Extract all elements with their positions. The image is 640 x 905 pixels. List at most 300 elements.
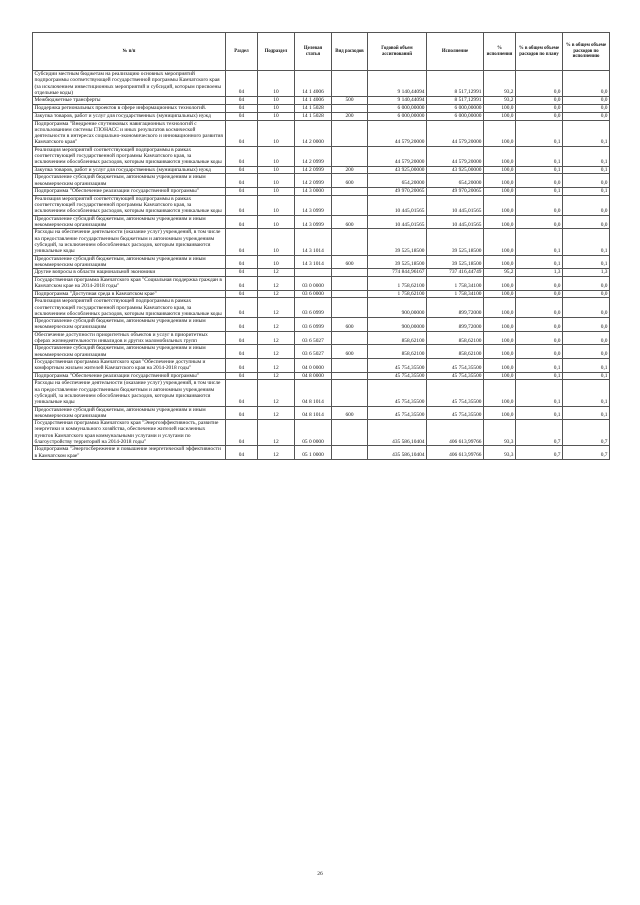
- row-execution-percent: 100,0: [484, 188, 516, 196]
- row-target-article: 04 8 1014: [295, 380, 332, 406]
- row-share-execution: 0,1: [563, 406, 610, 420]
- row-share-execution: 0,0: [563, 97, 610, 105]
- row-target-article: 03 0 0000: [295, 276, 332, 290]
- row-share-plan: 0,0: [516, 71, 563, 97]
- row-target-article: 14 2 0000: [295, 120, 332, 146]
- row-execution-percent: 93,3: [484, 420, 516, 446]
- row-podrazdel: 10: [258, 166, 295, 174]
- row-razdel: 04: [226, 166, 258, 174]
- page-number: 26: [317, 871, 323, 877]
- table-row: [33, 420, 610, 446]
- row-target-article: 04 0 0000: [295, 358, 332, 372]
- row-annual-plan: 45 754,35500: [368, 372, 427, 380]
- row-expense-type: [332, 372, 368, 380]
- row-share-execution: 0,7: [563, 446, 610, 460]
- row-name: Обеспечение доступности приоритетных объектов и услуг в приоритетных сферах жизнедеятельности инвалидов и других маломобильных групп: [33, 331, 226, 345]
- row-annual-plan: 9 140,44094: [368, 71, 427, 97]
- table-row: [33, 276, 610, 290]
- row-razdel: 04: [226, 120, 258, 146]
- row-podrazdel: 12: [258, 331, 295, 345]
- row-execution: 39 525,18500: [427, 255, 484, 269]
- row-podrazdel: 10: [258, 255, 295, 269]
- col-header-share-plan: % в общем объеме расходов по плану: [516, 33, 563, 71]
- table-row: [33, 174, 610, 188]
- row-expense-type: 600: [332, 215, 368, 229]
- row-razdel: 04: [226, 331, 258, 345]
- row-share-execution: 0,0: [563, 290, 610, 298]
- col-header-annual-plan: Годовой объем ассигнований: [368, 33, 427, 71]
- row-execution-percent: 100,0: [484, 215, 516, 229]
- row-share-execution: 0,0: [563, 112, 610, 120]
- row-razdel: 04: [226, 290, 258, 298]
- row-annual-plan: 43 925,00000: [368, 166, 427, 174]
- row-name: Реализация мероприятий соответствующей подпрограммы в рамках соответствующей государственной программы Камчатского края, за исключением обособленных расходов, которым присваиваются уникальные коды: [33, 298, 226, 318]
- row-execution-percent: 100,0: [484, 290, 516, 298]
- row-execution: 406 613,99766: [427, 446, 484, 460]
- table-row: [33, 104, 610, 112]
- row-name: Государственная программа Камчатского края "Энергоэффективность, развитие энергетики и коммунального хозяйства, обеспечение жителей населенных пунктов Камчатского края коммунальными услугами и услугами по благоустройству территорий на 2014-2018 годы": [33, 420, 226, 446]
- row-execution: 8 517,12991: [427, 71, 484, 97]
- row-annual-plan: 39 525,18500: [368, 255, 427, 269]
- row-share-plan: 0,0: [516, 276, 563, 290]
- row-execution: 899,72000: [427, 298, 484, 318]
- row-target-article: 14 3 1014: [295, 255, 332, 269]
- row-target-article: 03 6 5027: [295, 345, 332, 359]
- row-share-plan: 0,0: [516, 104, 563, 112]
- table-row: [33, 318, 610, 332]
- row-share-execution: 0,1: [563, 166, 610, 174]
- row-razdel: 04: [226, 195, 258, 215]
- row-expense-type: [332, 446, 368, 460]
- row-execution-percent: 100,0: [484, 229, 516, 255]
- row-razdel: 04: [226, 372, 258, 380]
- row-podrazdel: 12: [258, 358, 295, 372]
- row-annual-plan: 10 445,01565: [368, 195, 427, 215]
- row-execution: 858,62100: [427, 345, 484, 359]
- row-name: Предоставление субсидий бюджетным, автономным учреждениям и иным некоммерческим организациям: [33, 255, 226, 269]
- row-name: Предоставление субсидий бюджетным, автономным учреждениям и иным некоммерческим организациям: [33, 174, 226, 188]
- row-share-execution: 1,3: [563, 269, 610, 277]
- row-target-article: 03 6 0999: [295, 318, 332, 332]
- row-execution-percent: 100,0: [484, 166, 516, 174]
- row-expense-type: 600: [332, 406, 368, 420]
- row-expense-type: 200: [332, 112, 368, 120]
- row-annual-plan: 6 000,00000: [368, 104, 427, 112]
- row-name: Подпрограмма "Энергосбережение и повышение энергетической эффективности в Камчатском крае": [33, 446, 226, 460]
- row-share-plan: 0,1: [516, 229, 563, 255]
- row-podrazdel: 10: [258, 174, 295, 188]
- row-podrazdel: 10: [258, 97, 295, 105]
- row-execution: 45 754,35500: [427, 372, 484, 380]
- row-execution-percent: 100,0: [484, 331, 516, 345]
- row-execution: 406 613,99766: [427, 420, 484, 446]
- row-name: Расходы на обеспечение деятельности (оказание услуг) учреждений, в том числе на предоставление государственным бюджетным и автономным учреждениям субсидий, за исключением обособленных расходов, которым присваиваются уникальные коды: [33, 380, 226, 406]
- row-expense-type: [332, 380, 368, 406]
- row-name: Поддержка региональных проектов в сфере информационных технологий.: [33, 104, 226, 112]
- row-execution: 10 445,01565: [427, 215, 484, 229]
- row-razdel: 04: [226, 318, 258, 332]
- row-name: Подпрограмма "Обеспечение реализации государственной программы": [33, 188, 226, 196]
- row-share-execution: 0,1: [563, 380, 610, 406]
- row-execution-percent: 100,0: [484, 372, 516, 380]
- row-share-plan: 0,7: [516, 446, 563, 460]
- row-target-article: 14 1 5028: [295, 112, 332, 120]
- col-header-razdel: Раздел: [226, 33, 258, 71]
- row-execution-percent: 100,0: [484, 345, 516, 359]
- row-share-execution: 0,1: [563, 188, 610, 196]
- row-name: Закупка товаров, работ и услуг для государственных (муниципальных) нужд: [33, 166, 226, 174]
- row-share-plan: 0,0: [516, 174, 563, 188]
- row-share-plan: 0,1: [516, 188, 563, 196]
- row-name: Предоставление субсидий бюджетным, автономным учреждениям и иным некоммерческим организациям: [33, 215, 226, 229]
- table-row: [33, 345, 610, 359]
- row-expense-type: 600: [332, 345, 368, 359]
- row-expense-type: [332, 71, 368, 97]
- row-execution-percent: 100,0: [484, 195, 516, 215]
- row-target-article: 03 6 0999: [295, 298, 332, 318]
- row-annual-plan: 10 445,01565: [368, 215, 427, 229]
- row-razdel: 04: [226, 174, 258, 188]
- row-expense-type: [332, 195, 368, 215]
- row-expense-type: [332, 276, 368, 290]
- row-razdel: 04: [226, 255, 258, 269]
- row-target-article: 14 3 1014: [295, 229, 332, 255]
- row-name: Предоставление субсидий бюджетным, автономным учреждениям и иным некоммерческим организациям: [33, 318, 226, 332]
- table-row: [33, 446, 610, 460]
- table-row: [33, 372, 610, 380]
- budget-table: [32, 32, 610, 460]
- row-podrazdel: 10: [258, 146, 295, 166]
- row-podrazdel: 12: [258, 446, 295, 460]
- table-row: [33, 97, 610, 105]
- row-annual-plan: 900,00000: [368, 318, 427, 332]
- row-share-execution: 0,0: [563, 298, 610, 318]
- row-target-article: 14 2 0999: [295, 166, 332, 174]
- row-target-article: 14 2 0999: [295, 174, 332, 188]
- table-row: [33, 215, 610, 229]
- row-execution-percent: 100,0: [484, 380, 516, 406]
- row-name: Закупка товаров, работ и услуг для государственных (муниципальных) нужд: [33, 112, 226, 120]
- row-execution: 44 579,20000: [427, 120, 484, 146]
- row-share-execution: 0,0: [563, 331, 610, 345]
- row-name: Подпрограмма "Обеспечение реализации государственной программы": [33, 372, 226, 380]
- row-podrazdel: 10: [258, 195, 295, 215]
- row-share-plan: 0,1: [516, 372, 563, 380]
- row-annual-plan: 44 579,20000: [368, 146, 427, 166]
- row-annual-plan: 45 754,35500: [368, 380, 427, 406]
- row-annual-plan: 858,62100: [368, 345, 427, 359]
- row-share-plan: 0,7: [516, 420, 563, 446]
- row-share-plan: 0,0: [516, 215, 563, 229]
- row-execution: 39 525,18500: [427, 229, 484, 255]
- row-annual-plan: 654,20000: [368, 174, 427, 188]
- row-share-execution: 0,7: [563, 420, 610, 446]
- row-share-plan: 0,0: [516, 331, 563, 345]
- row-execution: 737 416,44749: [427, 269, 484, 277]
- row-target-article: 14 3 0999: [295, 195, 332, 215]
- row-share-execution: 0,0: [563, 318, 610, 332]
- row-name: Субсидии местным бюджетам на реализацию основных мероприятий подпрограммы соответствующей государственной программы Камчатского края (за исключением инвестиционных мероприятий и субсидий, которым присвоены отдельные коды): [33, 71, 226, 97]
- row-share-execution: 0,1: [563, 146, 610, 166]
- row-expense-type: [332, 298, 368, 318]
- row-execution: 45 754,35500: [427, 380, 484, 406]
- row-expense-type: [332, 290, 368, 298]
- row-target-article: 14 1 5028: [295, 104, 332, 112]
- row-podrazdel: 12: [258, 298, 295, 318]
- row-execution: 10 445,01565: [427, 195, 484, 215]
- table-row: [33, 406, 610, 420]
- row-razdel: 04: [226, 446, 258, 460]
- row-share-execution: 0,1: [563, 255, 610, 269]
- row-target-article: 05 1 0000: [295, 446, 332, 460]
- col-header-execution: Исполнение: [427, 33, 484, 71]
- row-name: Межбюджетные трансферты: [33, 97, 226, 105]
- row-execution-percent: 93,2: [484, 97, 516, 105]
- row-execution: 654,20000: [427, 174, 484, 188]
- table-row: [33, 298, 610, 318]
- row-target-article: 14 1 4006: [295, 97, 332, 105]
- row-target-article: 03 6 0000: [295, 290, 332, 298]
- row-razdel: 04: [226, 229, 258, 255]
- row-expense-type: 600: [332, 255, 368, 269]
- row-expense-type: 200: [332, 166, 368, 174]
- row-podrazdel: 10: [258, 104, 295, 112]
- row-razdel: 04: [226, 298, 258, 318]
- row-razdel: 04: [226, 215, 258, 229]
- row-execution-percent: 93,2: [484, 71, 516, 97]
- row-execution: 6 000,00000: [427, 112, 484, 120]
- row-execution-percent: 100,0: [484, 276, 516, 290]
- row-share-plan: 0,0: [516, 318, 563, 332]
- row-expense-type: [332, 104, 368, 112]
- row-razdel: 04: [226, 420, 258, 446]
- row-razdel: 04: [226, 97, 258, 105]
- row-share-execution: 0,1: [563, 120, 610, 146]
- row-execution: 899,72000: [427, 318, 484, 332]
- row-execution-percent: 100,0: [484, 318, 516, 332]
- row-share-plan: 0,1: [516, 146, 563, 166]
- row-target-article: 14 1 4006: [295, 71, 332, 97]
- table-row: [33, 71, 610, 97]
- row-share-plan: 0,0: [516, 290, 563, 298]
- row-name: Другие вопросы в области национальной экономики: [33, 269, 226, 277]
- row-target-article: 05 0 0000: [295, 420, 332, 446]
- row-share-execution: 0,0: [563, 345, 610, 359]
- row-target-article: 14 3 0000: [295, 188, 332, 196]
- row-execution-percent: 100,0: [484, 104, 516, 112]
- row-target-article: 04 8 0000: [295, 372, 332, 380]
- table-row: [33, 290, 610, 298]
- row-share-plan: 0,0: [516, 345, 563, 359]
- row-razdel: 04: [226, 112, 258, 120]
- row-share-execution: 0,0: [563, 195, 610, 215]
- col-header-execution-percent: % исполнения: [484, 33, 516, 71]
- row-podrazdel: 12: [258, 269, 295, 277]
- table-row: [33, 358, 610, 372]
- row-annual-plan: 9 140,44094: [368, 97, 427, 105]
- row-execution: 45 754,35500: [427, 358, 484, 372]
- row-expense-type: 500: [332, 97, 368, 105]
- table-header-row: [33, 33, 610, 71]
- row-podrazdel: 10: [258, 112, 295, 120]
- row-execution-percent: 100,0: [484, 112, 516, 120]
- row-podrazdel: 10: [258, 71, 295, 97]
- row-podrazdel: 12: [258, 290, 295, 298]
- row-execution-percent: 100,0: [484, 255, 516, 269]
- row-name: Реализация мероприятий соответствующей подпрограммы в рамках соответствующей государственной программы Камчатского края, за исключением обособленных расходов, которым присваиваются уникальные коды: [33, 146, 226, 166]
- row-expense-type: [332, 229, 368, 255]
- row-podrazdel: 12: [258, 406, 295, 420]
- row-execution-percent: 93,3: [484, 446, 516, 460]
- row-name: Предоставление субсидий бюджетным, автономным учреждениям и иным некоммерческим организациям: [33, 345, 226, 359]
- row-name: Реализация мероприятий соответствующей подпрограммы в рамках соответствующей государственной программы Камчатского края, за исключением обособленных расходов, которым присваиваются уникальные коды: [33, 195, 226, 215]
- row-razdel: 04: [226, 380, 258, 406]
- row-razdel: 04: [226, 358, 258, 372]
- row-execution: 6 000,00000: [427, 104, 484, 112]
- row-expense-type: [332, 420, 368, 446]
- row-share-plan: 1,3: [516, 269, 563, 277]
- row-execution: 858,62100: [427, 331, 484, 345]
- row-razdel: 04: [226, 146, 258, 166]
- row-annual-plan: 435 586,10404: [368, 420, 427, 446]
- row-annual-plan: 45 754,35500: [368, 358, 427, 372]
- row-expense-type: [332, 120, 368, 146]
- row-target-article: 14 2 0999: [295, 146, 332, 166]
- row-share-execution: 0,1: [563, 229, 610, 255]
- row-expense-type: [332, 331, 368, 345]
- table-row: [33, 195, 610, 215]
- row-execution: 44 579,20000: [427, 146, 484, 166]
- row-razdel: 04: [226, 104, 258, 112]
- table-row: [33, 380, 610, 406]
- row-execution-percent: 100,0: [484, 406, 516, 420]
- table-row: [33, 112, 610, 120]
- row-podrazdel: 12: [258, 318, 295, 332]
- row-share-plan: 0,1: [516, 358, 563, 372]
- row-share-execution: 0,0: [563, 174, 610, 188]
- row-share-execution: 0,0: [563, 215, 610, 229]
- row-annual-plan: 39 525,18500: [368, 229, 427, 255]
- row-expense-type: 600: [332, 318, 368, 332]
- row-annual-plan: 858,62100: [368, 331, 427, 345]
- row-execution-percent: 100,0: [484, 298, 516, 318]
- row-execution: 8 517,12991: [427, 97, 484, 105]
- row-target-article: [295, 269, 332, 277]
- row-share-execution: 0,1: [563, 358, 610, 372]
- row-annual-plan: 44 579,20000: [368, 120, 427, 146]
- row-execution: 45 754,35500: [427, 406, 484, 420]
- row-target-article: 14 3 0999: [295, 215, 332, 229]
- table-row: [33, 120, 610, 146]
- row-execution-percent: 100,0: [484, 174, 516, 188]
- row-execution: 43 925,00000: [427, 166, 484, 174]
- row-annual-plan: 900,00000: [368, 298, 427, 318]
- row-name: Расходы на обеспечение деятельности (оказание услуг) учреждений, в том числе на предоставление государственным бюджетным и автономным учреждениям субсидий, за исключением обособленных расходов, которым присваиваются уникальные коды: [33, 229, 226, 255]
- row-razdel: 04: [226, 345, 258, 359]
- row-annual-plan: 1 758,62100: [368, 290, 427, 298]
- row-name: Предоставление субсидий бюджетным, автономным учреждениям и иным некоммерческим организациям: [33, 406, 226, 420]
- row-target-article: 04 8 1014: [295, 406, 332, 420]
- row-share-execution: 0,0: [563, 71, 610, 97]
- row-annual-plan: 435 586,10404: [368, 446, 427, 460]
- row-annual-plan: 45 754,35500: [368, 406, 427, 420]
- row-share-plan: 0,1: [516, 406, 563, 420]
- table-row: [33, 255, 610, 269]
- row-share-plan: 0,1: [516, 120, 563, 146]
- table-row: [33, 229, 610, 255]
- row-podrazdel: 10: [258, 215, 295, 229]
- row-name: Государственная программа Камчатского края "Социальная поддержка граждан в Камчатском крае на 2014-2018 годы": [33, 276, 226, 290]
- table-row: [33, 331, 610, 345]
- row-annual-plan: 1 758,62100: [368, 276, 427, 290]
- row-podrazdel: 12: [258, 420, 295, 446]
- budget-table-sheet: [32, 32, 609, 460]
- table-row: [33, 146, 610, 166]
- row-expense-type: [332, 146, 368, 166]
- row-share-plan: 0,1: [516, 380, 563, 406]
- col-header-share-execution: % в общем объеме расходов по исполнению: [563, 33, 610, 71]
- row-share-plan: 0,0: [516, 195, 563, 215]
- row-share-plan: 0,0: [516, 97, 563, 105]
- row-share-execution: 0,0: [563, 104, 610, 112]
- row-razdel: 04: [226, 188, 258, 196]
- row-expense-type: 600: [332, 174, 368, 188]
- row-share-plan: 0,1: [516, 255, 563, 269]
- row-execution: 1 758,34100: [427, 276, 484, 290]
- col-header-target-article: Целевая статья: [295, 33, 332, 71]
- row-execution-percent: 100,0: [484, 358, 516, 372]
- row-name: Подпрограмма "Доступная среда в Камчатском крае": [33, 290, 226, 298]
- row-razdel: 04: [226, 269, 258, 277]
- row-target-article: 03 6 5027: [295, 331, 332, 345]
- table-row: [33, 269, 610, 277]
- row-execution-percent: 95,2: [484, 269, 516, 277]
- row-name: Подпрограмма "Внедрение спутниковых навигационных технологий с использованием системы ГЛОНАСС и иных результатов космической деятельности в интересах социально-экономического и инновационного развития Камчатского края": [33, 120, 226, 146]
- row-podrazdel: 12: [258, 372, 295, 380]
- row-annual-plan: 6 000,00000: [368, 112, 427, 120]
- row-share-execution: 0,1: [563, 372, 610, 380]
- row-razdel: 04: [226, 71, 258, 97]
- row-execution-percent: 100,0: [484, 120, 516, 146]
- row-podrazdel: 10: [258, 120, 295, 146]
- table-row: [33, 166, 610, 174]
- col-header-podrazdel: Подраздел: [258, 33, 295, 71]
- row-podrazdel: 12: [258, 380, 295, 406]
- row-name: Государственная программа Камчатского края "Обеспечение доступным и комфортным жильем жителей Камчатского края на 2014-2018 годы": [33, 358, 226, 372]
- row-execution: 49 970,20065: [427, 188, 484, 196]
- col-header-num: № п/п: [33, 33, 226, 71]
- row-annual-plan: 774 844,96167: [368, 269, 427, 277]
- row-execution-percent: 100,0: [484, 146, 516, 166]
- row-annual-plan: 49 970,20065: [368, 188, 427, 196]
- row-expense-type: [332, 188, 368, 196]
- row-podrazdel: 10: [258, 188, 295, 196]
- row-share-plan: 0,0: [516, 298, 563, 318]
- row-expense-type: [332, 358, 368, 372]
- row-podrazdel: 12: [258, 345, 295, 359]
- col-header-expense-type: Вид расходов: [332, 33, 368, 71]
- row-execution: 1 758,34100: [427, 290, 484, 298]
- table-row: [33, 188, 610, 196]
- row-share-execution: 0,0: [563, 276, 610, 290]
- row-podrazdel: 10: [258, 229, 295, 255]
- row-razdel: 04: [226, 406, 258, 420]
- row-razdel: 04: [226, 276, 258, 290]
- row-share-plan: 0,1: [516, 166, 563, 174]
- row-expense-type: [332, 269, 368, 277]
- row-share-plan: 0,0: [516, 112, 563, 120]
- row-podrazdel: 12: [258, 276, 295, 290]
